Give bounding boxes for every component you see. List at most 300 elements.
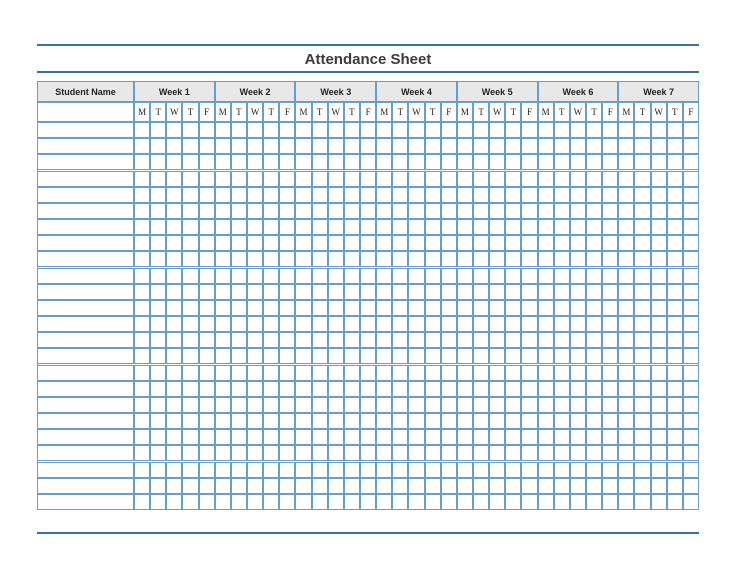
attendance-cell	[344, 219, 360, 235]
day-label: T	[473, 102, 489, 122]
attendance-cell	[263, 219, 279, 235]
attendance-cell	[618, 300, 634, 316]
attendance-cell	[651, 300, 667, 316]
attendance-cell	[215, 268, 231, 284]
attendance-cell	[521, 397, 537, 413]
attendance-cell	[408, 203, 424, 219]
attendance-cell	[521, 219, 537, 235]
student-name-cell	[37, 365, 134, 381]
attendance-cell	[408, 138, 424, 154]
attendance-cell	[392, 332, 408, 348]
week-header: Week 2	[215, 81, 296, 102]
bottom-rule	[37, 532, 699, 534]
attendance-cell	[408, 268, 424, 284]
attendance-cell	[182, 478, 198, 494]
attendance-cell	[279, 154, 295, 170]
attendance-cell	[312, 235, 328, 251]
week-header: Week 7	[618, 81, 699, 102]
attendance-cell	[425, 187, 441, 203]
attendance-cell	[215, 251, 231, 267]
day-label: M	[295, 102, 311, 122]
day-label: M	[376, 102, 392, 122]
day-label: M	[134, 102, 150, 122]
attendance-cell	[667, 122, 683, 138]
attendance-cell	[392, 154, 408, 170]
student-name-cell	[37, 251, 134, 267]
attendance-cell	[570, 219, 586, 235]
attendance-cell	[295, 268, 311, 284]
day-label: W	[247, 102, 263, 122]
attendance-cell	[425, 429, 441, 445]
attendance-cell	[489, 235, 505, 251]
attendance-cell	[328, 138, 344, 154]
attendance-cell	[538, 381, 554, 397]
attendance-cell	[554, 171, 570, 187]
attendance-cell	[279, 300, 295, 316]
attendance-cell	[683, 429, 699, 445]
attendance-cell	[441, 171, 457, 187]
attendance-cell	[683, 365, 699, 381]
attendance-cell	[408, 397, 424, 413]
attendance-cell	[166, 300, 182, 316]
attendance-cell	[199, 478, 215, 494]
attendance-cell	[667, 154, 683, 170]
student-name-cell	[37, 235, 134, 251]
attendance-cell	[295, 478, 311, 494]
attendance-cell	[521, 138, 537, 154]
attendance-cell	[457, 429, 473, 445]
attendance-cell	[150, 284, 166, 300]
attendance-cell	[667, 365, 683, 381]
attendance-cell	[166, 251, 182, 267]
attendance-cell	[231, 429, 247, 445]
attendance-cell	[602, 348, 618, 364]
attendance-cell	[425, 235, 441, 251]
attendance-cell	[473, 429, 489, 445]
attendance-cell	[457, 445, 473, 461]
attendance-cell	[441, 445, 457, 461]
attendance-cell	[295, 381, 311, 397]
attendance-cell	[150, 171, 166, 187]
attendance-cell	[618, 397, 634, 413]
attendance-cell	[602, 316, 618, 332]
attendance-cell	[602, 203, 618, 219]
attendance-cell	[570, 332, 586, 348]
attendance-cell	[505, 494, 521, 510]
attendance-cell	[667, 138, 683, 154]
attendance-cell	[651, 187, 667, 203]
attendance-cell	[586, 219, 602, 235]
attendance-cell	[231, 219, 247, 235]
attendance-cell	[231, 478, 247, 494]
attendance-cell	[247, 187, 263, 203]
attendance-cell	[166, 122, 182, 138]
attendance-cell	[489, 154, 505, 170]
attendance-cell	[521, 171, 537, 187]
attendance-cell	[134, 478, 150, 494]
attendance-cell	[441, 235, 457, 251]
attendance-cell	[344, 154, 360, 170]
attendance-cell	[473, 332, 489, 348]
attendance-cell	[586, 171, 602, 187]
attendance-cell	[247, 203, 263, 219]
attendance-cell	[505, 171, 521, 187]
attendance-cell	[295, 445, 311, 461]
attendance-cell	[538, 154, 554, 170]
attendance-cell	[150, 494, 166, 510]
attendance-cell	[199, 251, 215, 267]
attendance-cell	[457, 171, 473, 187]
attendance-cell	[279, 381, 295, 397]
attendance-cell	[263, 122, 279, 138]
attendance-cell	[344, 316, 360, 332]
attendance-cell	[457, 138, 473, 154]
attendance-cell	[134, 445, 150, 461]
attendance-cell	[344, 251, 360, 267]
attendance-cell	[344, 397, 360, 413]
attendance-cell	[166, 154, 182, 170]
attendance-cell	[554, 429, 570, 445]
attendance-cell	[199, 122, 215, 138]
attendance-cell	[457, 381, 473, 397]
attendance-cell	[408, 429, 424, 445]
attendance-cell	[392, 219, 408, 235]
attendance-cell	[150, 138, 166, 154]
attendance-cell	[634, 300, 650, 316]
attendance-cell	[360, 268, 376, 284]
attendance-cell	[489, 348, 505, 364]
attendance-cell	[295, 138, 311, 154]
attendance-cell	[150, 381, 166, 397]
attendance-cell	[134, 397, 150, 413]
day-label: T	[150, 102, 166, 122]
attendance-cell	[457, 348, 473, 364]
attendance-cell	[392, 413, 408, 429]
attendance-cell	[667, 251, 683, 267]
attendance-cell	[150, 348, 166, 364]
attendance-cell	[408, 187, 424, 203]
attendance-cell	[602, 284, 618, 300]
attendance-cell	[651, 397, 667, 413]
attendance-cell	[199, 219, 215, 235]
attendance-cell	[651, 478, 667, 494]
attendance-cell	[150, 300, 166, 316]
attendance-cell	[199, 203, 215, 219]
week-header: Week 4	[376, 81, 457, 102]
attendance-cell	[199, 187, 215, 203]
attendance-cell	[247, 316, 263, 332]
attendance-cell	[505, 332, 521, 348]
attendance-cell	[408, 478, 424, 494]
attendance-cell	[441, 413, 457, 429]
attendance-cell	[667, 332, 683, 348]
attendance-cell	[602, 397, 618, 413]
attendance-cell	[586, 462, 602, 478]
attendance-cell	[344, 268, 360, 284]
attendance-cell	[425, 381, 441, 397]
attendance-cell	[586, 381, 602, 397]
attendance-cell	[667, 381, 683, 397]
attendance-cell	[182, 268, 198, 284]
attendance-cell	[618, 332, 634, 348]
attendance-cell	[554, 187, 570, 203]
attendance-cell	[312, 316, 328, 332]
attendance-cell	[182, 300, 198, 316]
attendance-cell	[328, 478, 344, 494]
attendance-cell	[182, 462, 198, 478]
attendance-cell	[586, 187, 602, 203]
attendance-cell	[344, 494, 360, 510]
attendance-cell	[667, 284, 683, 300]
attendance-cell	[263, 462, 279, 478]
attendance-cell	[441, 268, 457, 284]
attendance-cell	[634, 203, 650, 219]
attendance-cell	[489, 219, 505, 235]
week-header: Week 3	[295, 81, 376, 102]
attendance-cell	[538, 494, 554, 510]
attendance-cell	[586, 268, 602, 284]
attendance-cell	[182, 494, 198, 510]
attendance-cell	[328, 316, 344, 332]
attendance-cell	[505, 397, 521, 413]
attendance-cell	[166, 381, 182, 397]
attendance-cell	[182, 219, 198, 235]
attendance-cell	[182, 365, 198, 381]
attendance-cell	[279, 203, 295, 219]
attendance-cell	[618, 122, 634, 138]
attendance-cell	[489, 284, 505, 300]
attendance-cell	[360, 365, 376, 381]
attendance-cell	[441, 316, 457, 332]
attendance-cell	[360, 413, 376, 429]
attendance-cell	[263, 300, 279, 316]
attendance-cell	[683, 462, 699, 478]
attendance-cell	[651, 445, 667, 461]
attendance-cell	[376, 365, 392, 381]
attendance-cell	[683, 122, 699, 138]
attendance-cell	[586, 397, 602, 413]
attendance-cell	[328, 268, 344, 284]
attendance-cell	[231, 235, 247, 251]
attendance-cell	[554, 122, 570, 138]
attendance-cell	[683, 138, 699, 154]
attendance-cell	[134, 348, 150, 364]
attendance-cell	[554, 365, 570, 381]
attendance-cell	[263, 154, 279, 170]
attendance-cell	[312, 381, 328, 397]
attendance-cell	[182, 251, 198, 267]
attendance-cell	[182, 381, 198, 397]
attendance-cell	[231, 284, 247, 300]
attendance-cell	[166, 138, 182, 154]
attendance-cell	[408, 219, 424, 235]
attendance-cell	[376, 445, 392, 461]
attendance-cell	[618, 429, 634, 445]
attendance-cell	[667, 203, 683, 219]
attendance-cell	[150, 478, 166, 494]
attendance-cell	[683, 316, 699, 332]
day-label: W	[408, 102, 424, 122]
day-label: T	[554, 102, 570, 122]
attendance-cell	[295, 316, 311, 332]
attendance-cell	[586, 203, 602, 219]
attendance-cell	[344, 445, 360, 461]
attendance-cell	[279, 429, 295, 445]
attendance-cell	[602, 413, 618, 429]
attendance-cell	[199, 429, 215, 445]
attendance-cell	[618, 494, 634, 510]
attendance-cell	[376, 219, 392, 235]
attendance-cell	[166, 348, 182, 364]
attendance-cell	[570, 445, 586, 461]
attendance-cell	[602, 332, 618, 348]
attendance-cell	[328, 332, 344, 348]
attendance-cell	[134, 122, 150, 138]
attendance-cell	[618, 381, 634, 397]
attendance-cell	[457, 316, 473, 332]
attendance-cell	[199, 445, 215, 461]
attendance-cell	[392, 316, 408, 332]
attendance-cell	[376, 348, 392, 364]
attendance-cell	[376, 381, 392, 397]
student-name-cell	[37, 203, 134, 219]
attendance-cell	[570, 138, 586, 154]
attendance-cell	[651, 316, 667, 332]
attendance-cell	[618, 187, 634, 203]
attendance-cell	[328, 462, 344, 478]
attendance-cell	[667, 445, 683, 461]
attendance-cell	[586, 235, 602, 251]
attendance-cell	[408, 154, 424, 170]
attendance-cell	[521, 316, 537, 332]
attendance-cell	[263, 138, 279, 154]
attendance-cell	[425, 494, 441, 510]
attendance-cell	[538, 268, 554, 284]
day-label: F	[683, 102, 699, 122]
attendance-cell	[425, 251, 441, 267]
attendance-cell	[489, 187, 505, 203]
attendance-cell	[441, 332, 457, 348]
attendance-cell	[505, 219, 521, 235]
attendance-cell	[392, 171, 408, 187]
student-name-cell	[37, 494, 134, 510]
attendance-cell	[570, 494, 586, 510]
attendance-cell	[408, 365, 424, 381]
attendance-cell	[215, 219, 231, 235]
attendance-cell	[651, 429, 667, 445]
attendance-cell	[457, 413, 473, 429]
attendance-cell	[570, 348, 586, 364]
attendance-cell	[667, 348, 683, 364]
attendance-cell	[312, 154, 328, 170]
attendance-cell	[554, 478, 570, 494]
attendance-cell	[634, 365, 650, 381]
attendance-cell	[231, 187, 247, 203]
attendance-cell	[602, 494, 618, 510]
attendance-cell	[231, 332, 247, 348]
attendance-cell	[570, 381, 586, 397]
attendance-cell	[651, 268, 667, 284]
attendance-cell	[683, 478, 699, 494]
attendance-cell	[538, 445, 554, 461]
attendance-cell	[215, 429, 231, 445]
day-label: W	[328, 102, 344, 122]
attendance-cell	[392, 187, 408, 203]
attendance-cell	[166, 429, 182, 445]
attendance-cell	[538, 332, 554, 348]
attendance-cell	[166, 316, 182, 332]
student-name-cell	[37, 138, 134, 154]
attendance-cell	[360, 203, 376, 219]
attendance-cell	[295, 397, 311, 413]
attendance-cell	[586, 365, 602, 381]
attendance-cell	[312, 203, 328, 219]
attendance-cell	[489, 413, 505, 429]
attendance-cell	[279, 187, 295, 203]
attendance-cell	[473, 478, 489, 494]
attendance-cell	[554, 138, 570, 154]
attendance-cell	[295, 203, 311, 219]
attendance-cell	[602, 138, 618, 154]
attendance-cell	[279, 251, 295, 267]
attendance-cell	[344, 381, 360, 397]
student-name-cell	[37, 187, 134, 203]
attendance-cell	[263, 413, 279, 429]
attendance-cell	[651, 413, 667, 429]
attendance-cell	[538, 203, 554, 219]
attendance-cell	[570, 122, 586, 138]
attendance-cell	[328, 251, 344, 267]
attendance-cell	[683, 284, 699, 300]
attendance-cell	[570, 268, 586, 284]
attendance-cell	[263, 251, 279, 267]
attendance-cell	[279, 365, 295, 381]
attendance-cell	[425, 171, 441, 187]
attendance-cell	[215, 122, 231, 138]
attendance-cell	[376, 171, 392, 187]
attendance-cell	[570, 316, 586, 332]
attendance-cell	[215, 187, 231, 203]
attendance-cell	[199, 235, 215, 251]
attendance-cell	[279, 219, 295, 235]
attendance-cell	[247, 478, 263, 494]
attendance-cell	[182, 171, 198, 187]
attendance-cell	[457, 478, 473, 494]
attendance-cell	[521, 462, 537, 478]
attendance-cell	[651, 251, 667, 267]
attendance-cell	[392, 300, 408, 316]
attendance-cell	[344, 365, 360, 381]
attendance-cell	[312, 251, 328, 267]
attendance-cell	[457, 203, 473, 219]
attendance-cell	[279, 268, 295, 284]
attendance-cell	[376, 413, 392, 429]
attendance-cell	[312, 429, 328, 445]
attendance-cell	[360, 316, 376, 332]
attendance-cell	[150, 413, 166, 429]
attendance-cell	[166, 397, 182, 413]
attendance-cell	[376, 203, 392, 219]
week-header: Week 6	[538, 81, 619, 102]
day-label: T	[505, 102, 521, 122]
attendance-cell	[425, 154, 441, 170]
attendance-cell	[360, 154, 376, 170]
attendance-cell	[473, 235, 489, 251]
attendance-cell	[166, 445, 182, 461]
attendance-cell	[150, 235, 166, 251]
attendance-cell	[634, 268, 650, 284]
attendance-cell	[199, 268, 215, 284]
